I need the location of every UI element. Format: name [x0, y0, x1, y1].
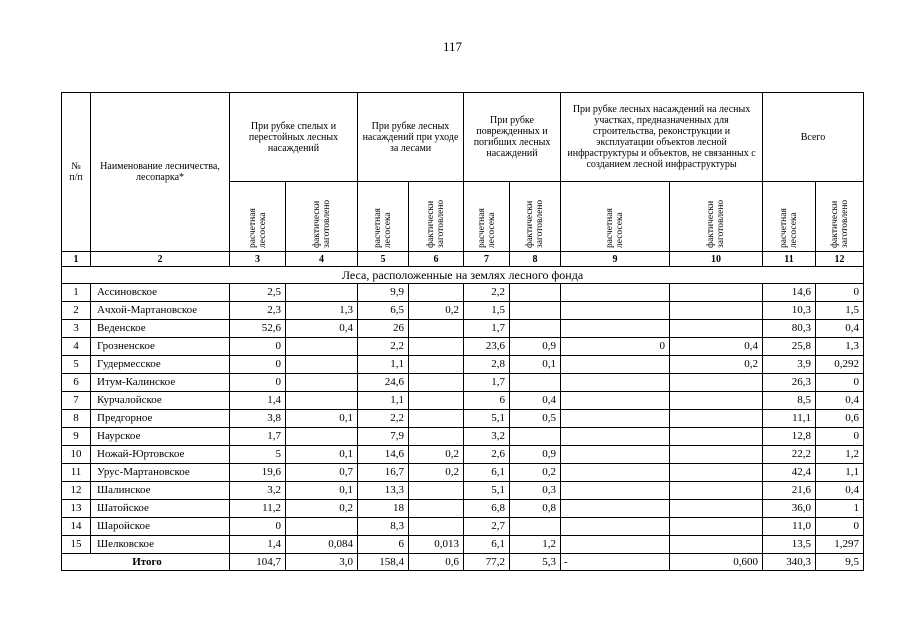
table-cell — [286, 428, 358, 446]
forestry-name: Итум-Калинское — [91, 374, 230, 392]
table-cell — [561, 482, 670, 500]
forestry-name: Наурское — [91, 428, 230, 446]
column-number: 2 — [91, 252, 230, 267]
total-cell: 5,3 — [510, 554, 561, 571]
table-cell — [286, 356, 358, 374]
table-cell: 0,084 — [286, 536, 358, 554]
table-cell: 0,2 — [670, 356, 763, 374]
table-cell: 13,3 — [358, 482, 409, 500]
table-cell — [510, 374, 561, 392]
table-cell — [561, 464, 670, 482]
table-cell: 24,6 — [358, 374, 409, 392]
forestry-name: Шатойское — [91, 500, 230, 518]
table-cell: 2,2 — [464, 284, 510, 302]
table-row — [62, 356, 864, 374]
subheader-fact: фактически заготовлено — [816, 182, 864, 252]
table-cell: 1,7 — [464, 320, 510, 338]
header-group-damaged: При рубке поврежденных и погибших лесных насаждений — [464, 93, 561, 182]
row-number: 3 — [62, 320, 91, 338]
table-row — [62, 374, 864, 392]
row-number: 13 — [62, 500, 91, 518]
table-cell: 0 — [816, 284, 864, 302]
table-cell: 0,4 — [510, 392, 561, 410]
table-cell: 0,7 — [286, 464, 358, 482]
subheader-fact: фактически заготовлено — [409, 182, 464, 252]
table-cell — [561, 356, 670, 374]
table-cell: 0,4 — [286, 320, 358, 338]
table-cell: 2,3 — [230, 302, 286, 320]
row-number: 15 — [62, 536, 91, 554]
table-cell: 23,6 — [464, 338, 510, 356]
row-number: 7 — [62, 392, 91, 410]
table-cell: 36,0 — [763, 500, 816, 518]
table-cell: 12,8 — [763, 428, 816, 446]
table-cell: 0,2 — [409, 302, 464, 320]
table-cell — [409, 320, 464, 338]
table-cell — [561, 284, 670, 302]
table-cell: 1,4 — [230, 536, 286, 554]
table-cell: 0 — [816, 428, 864, 446]
row-number: 12 — [62, 482, 91, 500]
table-cell: 2,7 — [464, 518, 510, 536]
column-number: 7 — [464, 252, 510, 267]
table-cell: 0,4 — [670, 338, 763, 356]
total-cell: 104,7 — [230, 554, 286, 571]
table-cell — [510, 320, 561, 338]
table-cell: 5 — [230, 446, 286, 464]
table-cell: 14,6 — [763, 284, 816, 302]
table-cell: 18 — [358, 500, 409, 518]
table-cell: 52,6 — [230, 320, 286, 338]
column-number: 3 — [230, 252, 286, 267]
total-cell: 158,4 — [358, 554, 409, 571]
table-cell: 0,013 — [409, 536, 464, 554]
table-cell: 1,1 — [358, 392, 409, 410]
table-cell: 0,4 — [816, 320, 864, 338]
total-row — [62, 554, 864, 571]
table-cell: 1,4 — [230, 392, 286, 410]
table-cell: 19,6 — [230, 464, 286, 482]
table-cell: 8,5 — [763, 392, 816, 410]
table-cell — [670, 428, 763, 446]
column-number: 10 — [670, 252, 763, 267]
table-cell: 2,5 — [230, 284, 286, 302]
table-cell: 80,3 — [763, 320, 816, 338]
row-number: 6 — [62, 374, 91, 392]
column-number: 12 — [816, 252, 864, 267]
table-cell: 0 — [230, 338, 286, 356]
table-cell: 13,5 — [763, 536, 816, 554]
table-cell — [670, 446, 763, 464]
row-number: 8 — [62, 410, 91, 428]
total-cell: 77,2 — [464, 554, 510, 571]
total-label: Итого — [62, 554, 230, 571]
table-cell: 2,8 — [464, 356, 510, 374]
row-number: 11 — [62, 464, 91, 482]
table-cell: 9,9 — [358, 284, 409, 302]
forestry-name: Урус-Мартановское — [91, 464, 230, 482]
table-cell: 11,0 — [763, 518, 816, 536]
header-group-mature: При рубке спелых и перестойных лесных насаждений — [230, 93, 358, 182]
table-cell: 26 — [358, 320, 409, 338]
table-row — [62, 320, 864, 338]
table-cell — [286, 338, 358, 356]
table-cell: 0,6 — [816, 410, 864, 428]
table-cell: 3,2 — [230, 482, 286, 500]
table-cell: 0,5 — [510, 410, 561, 428]
table-row — [62, 500, 864, 518]
subheader-calc: расчетная лесосека — [561, 182, 670, 252]
forestry-name: Гудермесское — [91, 356, 230, 374]
table-cell: 3,9 — [763, 356, 816, 374]
section-title: Леса, расположенные на землях лесного фонда — [62, 267, 864, 284]
forestry-name: Шалинское — [91, 482, 230, 500]
table-cell: 0 — [561, 338, 670, 356]
row-number: 4 — [62, 338, 91, 356]
table-cell — [561, 374, 670, 392]
table-cell: 6 — [464, 392, 510, 410]
table-cell — [286, 284, 358, 302]
table-cell — [561, 410, 670, 428]
table-cell: 0,9 — [510, 446, 561, 464]
table-row — [62, 518, 864, 536]
column-number: 6 — [409, 252, 464, 267]
table-cell: 11,2 — [230, 500, 286, 518]
forestry-name: Ачхой-Мартановское — [91, 302, 230, 320]
subheader-calc: расчетная лесосека — [464, 182, 510, 252]
subheader-calc: расчетная лесосека — [763, 182, 816, 252]
table-cell: 3,8 — [230, 410, 286, 428]
table-row — [62, 464, 864, 482]
table-cell — [670, 536, 763, 554]
column-number: 9 — [561, 252, 670, 267]
table-cell: 6,1 — [464, 464, 510, 482]
column-number: 5 — [358, 252, 409, 267]
table-cell: 0,1 — [286, 410, 358, 428]
table-cell: 1,2 — [816, 446, 864, 464]
subheader-fact: фактически заготовлено — [286, 182, 358, 252]
row-number: 1 — [62, 284, 91, 302]
row-number: 2 — [62, 302, 91, 320]
table-cell — [670, 482, 763, 500]
table-cell — [510, 518, 561, 536]
subheader-fact: фактически заготовлено — [670, 182, 763, 252]
header-name: Наименование лесничества, лесопарка* — [91, 93, 230, 252]
total-cell: 3,0 — [286, 554, 358, 571]
table-cell — [286, 392, 358, 410]
table-cell: 7,9 — [358, 428, 409, 446]
column-number: 8 — [510, 252, 561, 267]
table-cell: 1,3 — [816, 338, 864, 356]
table-cell: 5,1 — [464, 482, 510, 500]
table-cell — [409, 482, 464, 500]
table-cell — [409, 284, 464, 302]
forest-harvest-table — [61, 92, 864, 571]
subheader-calc: расчетная лесосека — [358, 182, 409, 252]
table-row — [62, 536, 864, 554]
table-row — [62, 284, 864, 302]
table-cell: 0,2 — [409, 464, 464, 482]
table-cell: 0,1 — [286, 446, 358, 464]
table-cell: 3,2 — [464, 428, 510, 446]
row-number: 14 — [62, 518, 91, 536]
table-row — [62, 392, 864, 410]
table-cell: 1,5 — [464, 302, 510, 320]
table-cell: 1,297 — [816, 536, 864, 554]
table-cell: 1,7 — [230, 428, 286, 446]
table-cell — [670, 410, 763, 428]
table-cell: 14,6 — [358, 446, 409, 464]
column-number: 4 — [286, 252, 358, 267]
table-cell: 0 — [230, 518, 286, 536]
table-cell: 25,8 — [763, 338, 816, 356]
table-cell: 0,2 — [409, 446, 464, 464]
table-cell — [670, 374, 763, 392]
table-cell — [561, 518, 670, 536]
table-cell — [286, 518, 358, 536]
table-cell: 10,3 — [763, 302, 816, 320]
table-cell: 16,7 — [358, 464, 409, 482]
table-cell: 1,2 — [510, 536, 561, 554]
total-cell: 0,600 — [670, 554, 763, 571]
table-cell — [670, 302, 763, 320]
forestry-name: Предгорное — [91, 410, 230, 428]
table-row — [62, 428, 864, 446]
table-cell — [561, 536, 670, 554]
row-number: 10 — [62, 446, 91, 464]
table-cell — [409, 428, 464, 446]
table-cell — [561, 446, 670, 464]
table-cell: 0 — [230, 356, 286, 374]
row-number: 5 — [62, 356, 91, 374]
column-number: 11 — [763, 252, 816, 267]
row-number: 9 — [62, 428, 91, 446]
total-cell: 9,5 — [816, 554, 864, 571]
total-cell: 0,6 — [409, 554, 464, 571]
forestry-name: Веденское — [91, 320, 230, 338]
page-number: 117 — [442, 39, 463, 54]
forestry-name: Курчалойское — [91, 392, 230, 410]
table-cell — [670, 518, 763, 536]
table-row — [62, 338, 864, 356]
total-cell: - — [561, 554, 670, 571]
table-cell: 0,4 — [816, 482, 864, 500]
header-group-care: При рубке лесных насаждений при уходе за лесами — [358, 93, 464, 182]
table-cell — [409, 338, 464, 356]
table-cell: 8,3 — [358, 518, 409, 536]
header-group-infrastructure: При рубке лесных насаждений на лесных участках, предназначенных для строительства, реконструкции и эксплуатации объектов лесной инфраструктуры и объектов, не связанных с созданием лесной инфраструктуры — [561, 93, 763, 182]
subheader-calc: расчетная лесосека — [230, 182, 286, 252]
table-cell — [409, 356, 464, 374]
table-cell: 22,2 — [763, 446, 816, 464]
table-cell: 0 — [816, 518, 864, 536]
table-cell: 6,5 — [358, 302, 409, 320]
table-cell — [409, 500, 464, 518]
table-cell — [409, 410, 464, 428]
table-cell: 6 — [358, 536, 409, 554]
column-number: 1 — [62, 252, 91, 267]
table-cell — [286, 374, 358, 392]
total-cell: 340,3 — [763, 554, 816, 571]
table-cell — [670, 500, 763, 518]
table-cell — [561, 428, 670, 446]
table-cell — [510, 284, 561, 302]
table-cell — [510, 302, 561, 320]
header-group-total: Всего — [763, 93, 864, 182]
table-cell — [561, 392, 670, 410]
table-cell: 0,1 — [286, 482, 358, 500]
table-cell — [670, 284, 763, 302]
table-cell: 0 — [816, 374, 864, 392]
table-cell: 11,1 — [763, 410, 816, 428]
table-row — [62, 446, 864, 464]
table-cell: 1,1 — [816, 464, 864, 482]
table-cell: 26,3 — [763, 374, 816, 392]
table-cell: 42,4 — [763, 464, 816, 482]
table-cell: 0 — [230, 374, 286, 392]
table-cell — [670, 464, 763, 482]
table-cell: 0,9 — [510, 338, 561, 356]
table-cell: 1,1 — [358, 356, 409, 374]
table-cell: 0,1 — [510, 356, 561, 374]
subheader-fact: фактически заготовлено — [510, 182, 561, 252]
table-cell: 0,3 — [510, 482, 561, 500]
table-cell: 21,6 — [763, 482, 816, 500]
table-cell — [409, 392, 464, 410]
table-cell — [670, 392, 763, 410]
table-cell — [561, 500, 670, 518]
table-cell — [409, 374, 464, 392]
table-cell: 1,3 — [286, 302, 358, 320]
forestry-name: Шелковское — [91, 536, 230, 554]
table-cell: 6,8 — [464, 500, 510, 518]
table-cell — [670, 320, 763, 338]
table-cell: 0,292 — [816, 356, 864, 374]
table-row — [62, 482, 864, 500]
table-row — [62, 410, 864, 428]
table-cell: 2,6 — [464, 446, 510, 464]
table-cell: 0,2 — [286, 500, 358, 518]
forestry-name: Ассиновское — [91, 284, 230, 302]
table-cell: 1 — [816, 500, 864, 518]
table-cell: 1,5 — [816, 302, 864, 320]
table-cell — [561, 302, 670, 320]
table-cell: 6,1 — [464, 536, 510, 554]
table-cell: 2,2 — [358, 338, 409, 356]
table-cell — [510, 428, 561, 446]
table-cell — [561, 320, 670, 338]
table-cell: 5,1 — [464, 410, 510, 428]
table-cell: 2,2 — [358, 410, 409, 428]
forestry-name: Грозненское — [91, 338, 230, 356]
table-cell — [409, 518, 464, 536]
table-cell: 0,8 — [510, 500, 561, 518]
table-row — [62, 302, 864, 320]
header-num: № п/п — [62, 93, 91, 252]
table-cell: 1,7 — [464, 374, 510, 392]
table-cell: 0,4 — [816, 392, 864, 410]
forestry-name: Ножай-Юртовское — [91, 446, 230, 464]
forestry-name: Шаройское — [91, 518, 230, 536]
table-cell: 0,2 — [510, 464, 561, 482]
